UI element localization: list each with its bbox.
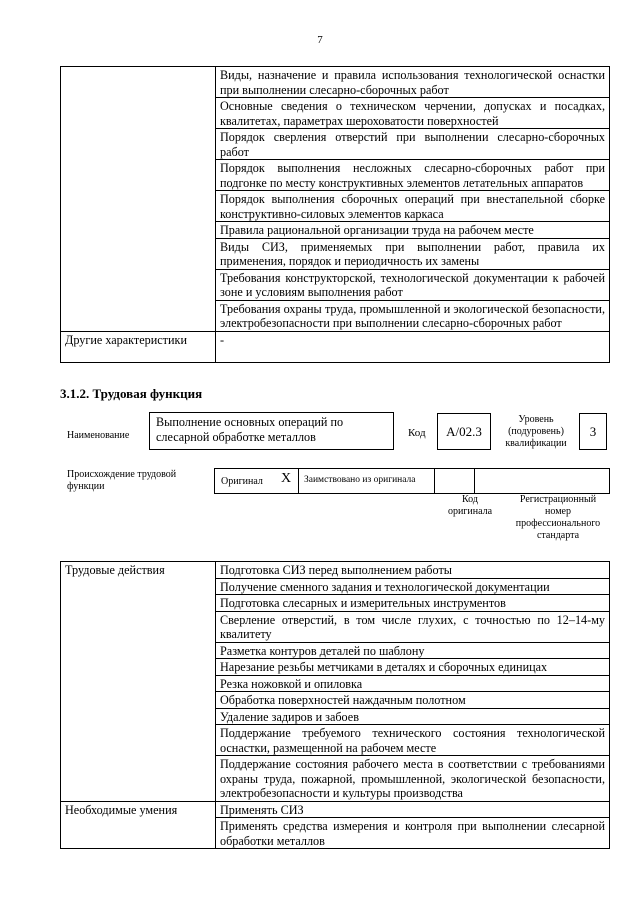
knowledge-item: Основные сведения о техническом черчении, допусках и посадках, квалитетах, параметрах шероховатости поверхностей — [216, 98, 610, 129]
name-value: Выполнение основных операций по слесарной обработке металлов — [149, 412, 394, 450]
origin-borrowed-label: Заимствовано из оригинала — [304, 475, 416, 485]
knowledge-table — [60, 66, 610, 363]
table-row — [61, 562, 610, 579]
origin-borrowed-cell — [298, 468, 435, 494]
other-characteristics-value: - — [216, 331, 610, 362]
origin-reg-cell — [475, 468, 610, 494]
knowledge-item: Порядок выполнения несложных слесарно-сборочных работ при подгонке по месту конструктивных элементов летательных аппаратов — [216, 160, 610, 191]
table-row — [61, 331, 610, 362]
labor-function-table — [60, 561, 610, 849]
section-heading: 3.1.2. Трудовая функция — [60, 386, 203, 401]
knowledge-item: Требования охраны труда, промышленной и экологической безопасности, электробезопасности при выполнении слесарно-сборочных работ — [216, 300, 610, 331]
level-value: 3 — [579, 413, 607, 450]
origin-code-caption: Код оригинала — [447, 494, 493, 517]
name-label: Наименование — [67, 430, 130, 441]
action-item: Поддержание состояния рабочего места в соответствии с требованиями охраны труда, пожарной, промышленной, экологической безопасности, электробезопасности и культуры производства — [216, 756, 610, 802]
origin-label: Происхождение трудовой функции — [67, 469, 177, 492]
action-item: Удаление задиров и забоев — [216, 708, 610, 725]
action-item: Поддержание требуемого технического состояния технологической оснастки, размещенной на рабочем месте — [216, 725, 610, 756]
skills-label: Необходимые умения — [61, 801, 216, 849]
table-row — [61, 801, 610, 818]
other-characteristics-label: Другие характеристики — [61, 331, 216, 362]
knowledge-item: Требования конструкторской, технологической документации к рабочей зоне и условиям выполнения работ — [216, 269, 610, 300]
action-item: Разметка контуров деталей по шаблону — [216, 642, 610, 659]
origin-code-cell — [435, 468, 475, 494]
level-label: Уровень (подуровень) квалификации — [505, 414, 567, 449]
skill-item: Применять СИЗ — [216, 801, 610, 818]
action-item: Подготовка СИЗ перед выполнением работы — [216, 562, 610, 579]
origin-reg-caption: Регистрационный номер профессионального стандарта — [515, 494, 601, 541]
action-item: Получение сменного задания и технологической документации — [216, 578, 610, 595]
knowledge-item: Правила рациональной организации труда на рабочем месте — [216, 222, 610, 239]
table-cell-empty — [61, 67, 216, 332]
action-item: Нарезание резьбы метчиками в деталях и сборочных единицах — [216, 659, 610, 676]
origin-original-label: Оригинал — [221, 476, 263, 487]
knowledge-item: Виды СИЗ, применяемых при выполнении работ, правила их применения, порядок и периодичность их замены — [216, 238, 610, 269]
action-item: Подготовка слесарных и измерительных инструментов — [216, 595, 610, 612]
page-number: 7 — [317, 34, 323, 46]
action-item: Обработка поверхностей наждачным полотном — [216, 692, 610, 709]
code-value: А/02.3 — [437, 413, 491, 450]
code-label: Код — [408, 427, 426, 439]
action-item: Сверление отверстий, в том числе глухих, с точностью по 12–14-му квалитету — [216, 611, 610, 642]
skill-item: Применять средства измерения и контроля при выполнении слесарной обработки металлов — [216, 818, 610, 849]
knowledge-item: Виды, назначение и правила использования технологической оснастки при выполнении слесарно-сборочных работ — [216, 67, 610, 98]
knowledge-item: Порядок выполнения сборочных операций при внестапельной сборке конструктивно-силовых элементов каркаса — [216, 191, 610, 222]
origin-mark: Х — [281, 471, 292, 486]
action-item: Резка ножовкой и опиловка — [216, 675, 610, 692]
actions-label: Трудовые действия — [61, 562, 216, 802]
table-row — [61, 67, 610, 98]
knowledge-item: Порядок сверления отверстий при выполнении слесарно-сборочных работ — [216, 129, 610, 160]
origin-original-cell — [214, 468, 299, 494]
